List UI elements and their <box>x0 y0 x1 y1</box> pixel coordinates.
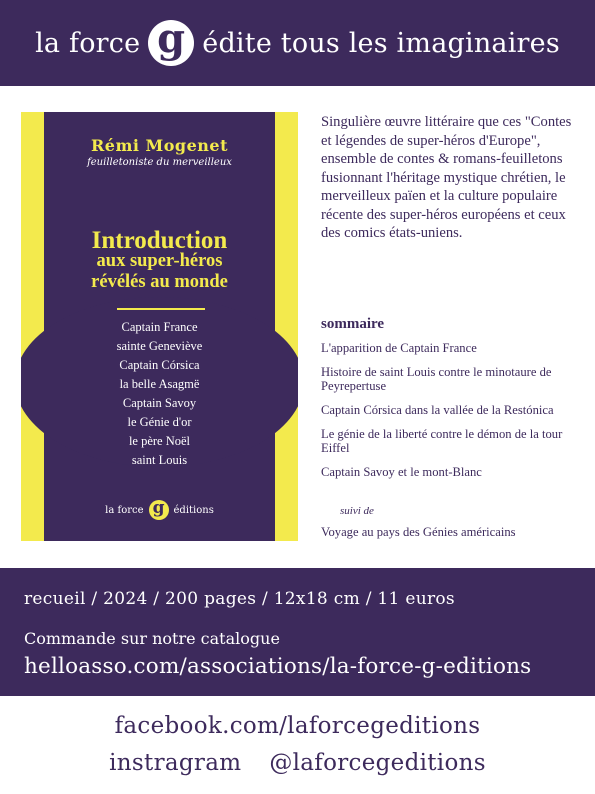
cover-character: Captain Savoy <box>122 396 197 410</box>
cover-publisher <box>21 500 298 520</box>
book-cover <box>21 112 298 541</box>
cover-title-line3: révélés au monde <box>91 272 228 292</box>
cover-content <box>21 112 298 541</box>
sommaire-last-item: Voyage au pays des Génies américains <box>321 525 516 539</box>
facebook-link[interactable]: facebook.com/laforcegeditions <box>114 713 481 739</box>
sommaire-item: Captain Córsica dans la vallée de la Restónica <box>321 403 554 417</box>
sommaire-item: L'apparition de Captain France <box>321 341 477 355</box>
cover-character-list <box>21 318 298 470</box>
cover-g-logo: g <box>149 500 169 520</box>
sommaire-item: Histoire de saint Louis contre le minotaure de Peyrepertuse <box>321 365 552 393</box>
sommaire-item: Captain Savoy et le mont-Blanc <box>321 465 482 479</box>
instagram-handle[interactable]: @laforcegeditions <box>269 750 486 776</box>
cover-title-line1: Introduction <box>91 227 228 254</box>
instagram-label: instragram <box>109 750 242 776</box>
info-banner <box>0 568 595 696</box>
header-banner <box>0 0 595 86</box>
cover-divider <box>117 308 205 310</box>
cover-character: Captain France <box>121 320 198 334</box>
header-tagline: édite tous les imaginaires <box>202 27 560 59</box>
order-link[interactable]: helloasso.com/associations/la-force-g-editions <box>24 654 532 679</box>
instagram-line <box>0 750 595 776</box>
cover-character: la belle Asagmë <box>119 377 200 391</box>
sommaire-suivi: suivi de <box>340 505 374 517</box>
g-logo: g <box>148 20 194 66</box>
cover-character: le Génie d'or <box>127 415 192 429</box>
cover-title-line2: aux super-héros <box>96 251 223 271</box>
cover-character: le père Noël <box>128 434 191 448</box>
sommaire-item: Le génie de la liberté contre le démon de la tour Eiffel <box>321 427 563 455</box>
cover-title <box>21 227 298 293</box>
cover-character: sainte Geneviève <box>116 339 203 353</box>
sommaire-list <box>321 341 586 489</box>
cover-author: Rémi Mogenet <box>90 136 228 155</box>
book-details: recueil / 2024 / 200 pages / 12x18 cm / 11 euros <box>24 589 455 609</box>
header-text-before: la force <box>35 27 141 59</box>
cover-publisher-before: la force <box>105 504 144 516</box>
cover-author-subtitle: feuilletoniste du merveilleux <box>87 157 232 168</box>
sommaire-heading: sommaire <box>321 316 385 332</box>
cover-publisher-after: éditions <box>173 504 214 516</box>
cover-character: saint Louis <box>131 453 188 467</box>
book-description: Singulière œuvre littéraire que ces "Contes et légendes de super-héros d'Europe", ensemble de contes & romans-feuilletons fusionnant l'héritage mystique chrétien, le merveilleux païen et la culture populaire récente des super-héros européens et ceux des comics états-uniens. <box>321 114 572 241</box>
order-text: Commande sur notre catalogue <box>24 629 280 648</box>
cover-character: Captain Córsica <box>119 358 200 372</box>
